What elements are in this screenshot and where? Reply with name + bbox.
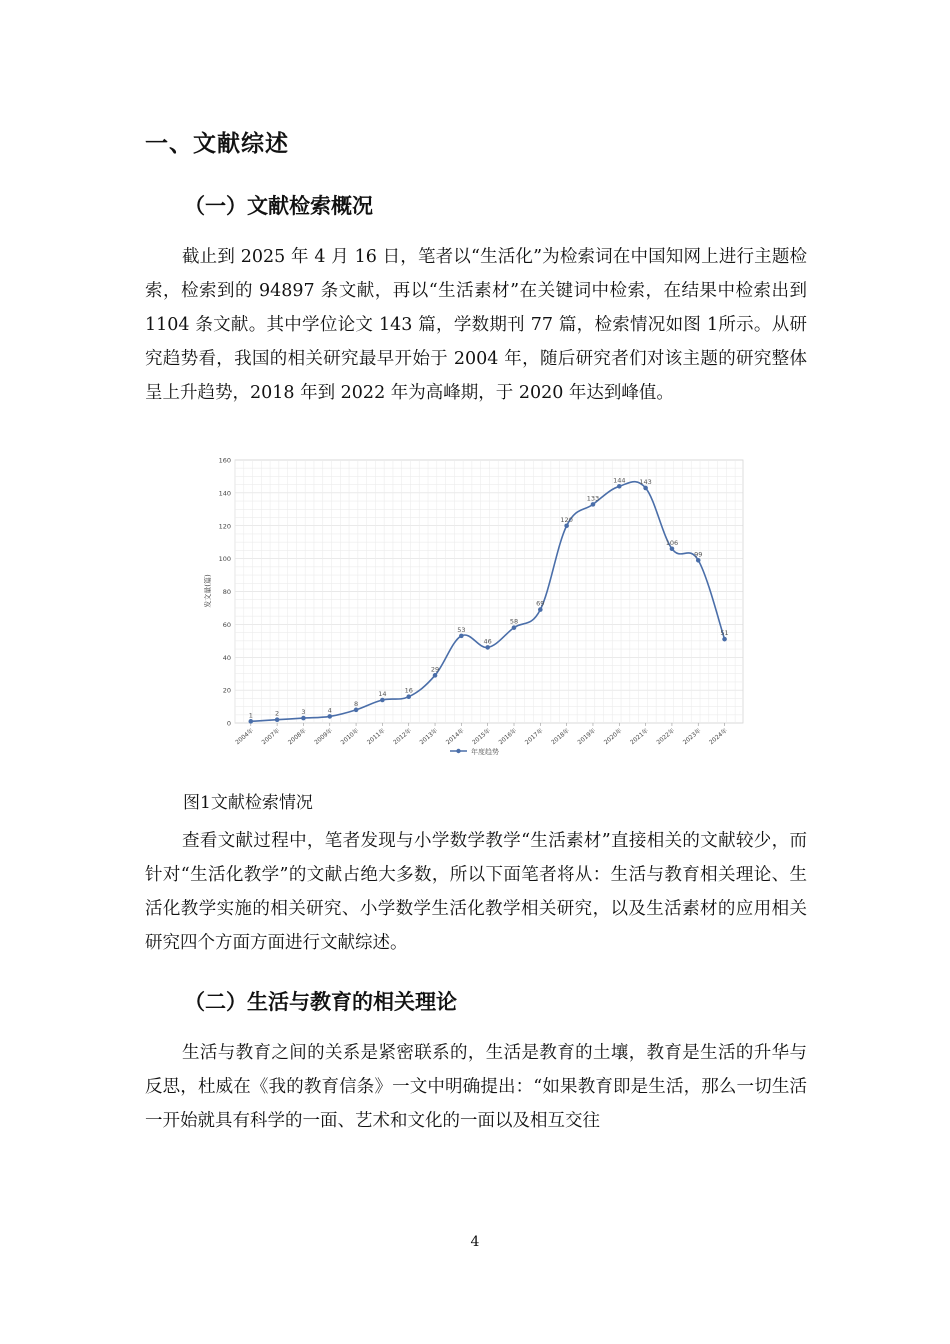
x-tick-label: 2004年	[234, 727, 256, 747]
data-point	[617, 484, 622, 489]
data-point	[275, 717, 280, 722]
literature-trend-chart	[195, 452, 751, 762]
x-tick-label: 2014年	[444, 727, 466, 747]
x-tick-label: 2023年	[681, 727, 703, 747]
x-tick-label: 2008年	[286, 727, 308, 747]
x-tick-label: 2018年	[550, 727, 571, 747]
section-heading-2: （二）生活与教育的相关理论	[184, 990, 457, 1014]
data-label: 2	[275, 709, 280, 718]
x-tick-label: 2015年	[471, 727, 492, 747]
chart-points	[248, 484, 729, 724]
data-label: 29	[430, 665, 440, 674]
data-point	[591, 502, 596, 507]
data-point	[301, 716, 306, 721]
data-point	[643, 486, 648, 491]
data-point	[354, 708, 359, 713]
y-tick-label: 0	[226, 719, 231, 728]
data-point	[380, 698, 385, 703]
x-tick-label: 2024年	[708, 727, 729, 747]
data-label: 8	[354, 699, 359, 708]
x-tick-label: 2020年	[602, 727, 624, 747]
y-tick-label: 40	[222, 653, 231, 662]
data-label: 99	[694, 550, 703, 559]
y-tick-label: 120	[218, 522, 231, 531]
data-point	[512, 625, 517, 630]
figure-caption: 图1文献检索情况	[183, 793, 313, 813]
data-label: 4	[327, 706, 332, 715]
data-label: 1	[248, 711, 253, 720]
data-label: 53	[457, 625, 466, 634]
x-tick-label: 2011年	[365, 727, 387, 747]
x-tick-label: 2009年	[313, 727, 335, 747]
legend-marker	[456, 749, 460, 753]
data-label: 3	[301, 708, 306, 717]
data-point	[327, 714, 332, 719]
x-tick-label: 2021年	[629, 727, 650, 747]
y-tick-label: 60	[222, 620, 231, 629]
data-point	[564, 523, 569, 528]
main-heading: 一、文献综述	[145, 131, 289, 157]
chart-y-ticks	[219, 457, 231, 728]
x-tick-label: 2007年	[260, 727, 282, 747]
chart-legend	[450, 747, 499, 756]
chart-gridlines	[235, 460, 743, 723]
x-tick-label: 2010年	[339, 727, 361, 747]
data-label: 144	[613, 476, 626, 485]
data-point	[248, 719, 253, 724]
data-label: 120	[560, 515, 573, 524]
y-tick-label: 160	[218, 456, 231, 465]
data-point	[538, 607, 543, 612]
x-tick-label: 2012年	[392, 727, 414, 747]
data-point	[459, 634, 464, 639]
data-label: 133	[586, 494, 600, 503]
data-point	[406, 694, 411, 699]
y-tick-label: 100	[218, 555, 231, 564]
data-label: 106	[665, 538, 679, 547]
paragraph-2: 查看文献过程中，笔者发现与小学数学教学“生活素材”直接相关的文献较少，而针对“生活化教学”的文献占绝大多数，所以下面笔者将从：生活与教育相关理论、生活化教学实施的相关研究、小学数学生活化教学相关研究，以及生活素材的应用相关研究四个方面方面进行文献综述。	[145, 831, 807, 953]
data-label: 16	[404, 686, 413, 695]
x-tick-label: 2016年	[497, 727, 519, 747]
data-label: 51	[720, 629, 729, 638]
data-point	[696, 558, 701, 563]
x-tick-label: 2017年	[523, 727, 545, 747]
legend-series-name: 年度趋势	[471, 748, 499, 756]
y-tick-label: 140	[218, 489, 231, 498]
section-2-paragraph: 生活与教育之间的关系是紧密联系的，生活是教育的土壤，教育是生活的升华与反思，杜威在《我的教育信条》一文中明确提出：“如果教育即是生活，那么一切生活一开始就具有科学的一面、艺术和文化的一面以及相互交往	[145, 1043, 807, 1131]
x-tick-label: 2013年	[418, 727, 440, 747]
data-point	[722, 637, 727, 642]
section-heading-1: （一）文献检索概况	[184, 194, 373, 218]
section-1-paragraph: 截止到 2025 年 4 月 16 日，笔者以“生活化”为检索词在中国知网上进行主题检索，检索到的 94897 条文献，再以“生活素材”在关键词中检索，在结果中检索出到 1104 条文献。其中学位论文 143 篇，学数期刊 77 篇，检索情况如图 1所示。从研究趋势看，我国的相关研究最早开始于 2004 年，随后研究者们对该主题的研究整体呈上升趋势，2018 年到 2022 年为高峰期，于 2020 年达到峰值。	[145, 247, 807, 403]
data-label: 14	[378, 689, 387, 698]
chart-y-axis-label: 发文量(篇)	[204, 574, 212, 608]
data-label: 143	[639, 477, 652, 486]
page-number: 4	[470, 1234, 480, 1250]
data-point	[485, 645, 490, 650]
y-tick-label: 80	[222, 588, 231, 596]
data-label: 69	[536, 599, 545, 608]
y-tick-label: 20	[222, 686, 231, 695]
data-label: 46	[483, 637, 492, 646]
data-label: 58	[509, 617, 519, 626]
x-tick-label: 2019年	[576, 727, 598, 747]
chart-x-ticks	[234, 723, 729, 746]
data-point	[670, 546, 675, 551]
data-point	[433, 673, 438, 678]
x-tick-label: 2022年	[655, 727, 677, 747]
